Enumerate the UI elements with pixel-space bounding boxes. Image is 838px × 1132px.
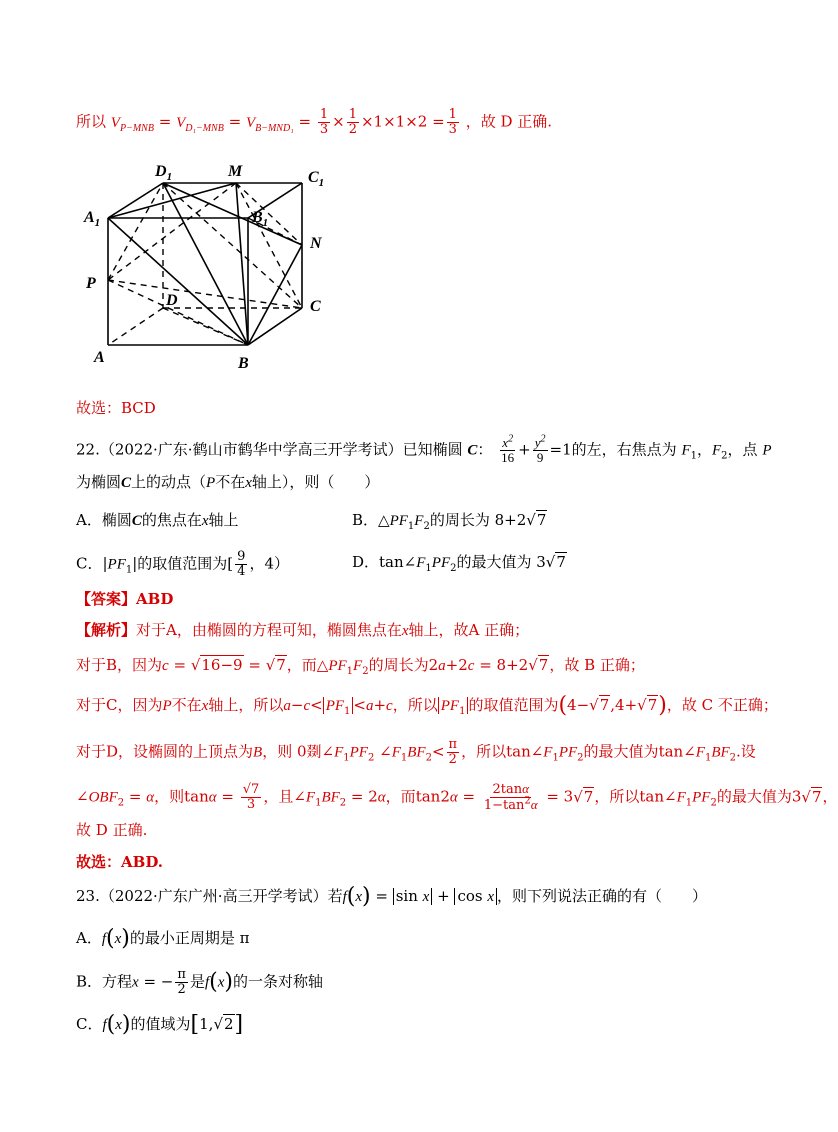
q23-option-a: A．f(x)的最小正周期是 π xyxy=(76,926,250,951)
q22-option-a: A．椭圆C的焦点在x轴上 xyxy=(76,511,239,529)
q23-option-b: B．方程x = − $\frac{\pi}{2}$ 是f(x)的一条对称轴 xyxy=(76,967,323,997)
label-P: P xyxy=(86,275,96,292)
q22-analysis-a: 【解析】对于A，由椭圆的方程可知，椭圆焦点在x轴上，故A 正确； xyxy=(76,621,530,639)
label-B: B xyxy=(238,355,249,372)
q22-choice: 故选：ABD. xyxy=(76,853,164,871)
q22-analysis-b: 对于B，因为c = √16−9 = √7，而$\triangle PF_1F_2$的周长为2a+2c = 8+2√7，故 B 正确； xyxy=(76,656,645,677)
label-B1: $B_1$ xyxy=(252,209,269,229)
q22-analysis-d-line2: $\angle OBF_2 = \alpha$，则tanα = $\frac{√7}{3}$ ，且$\angle F_1BF_2 = 2\alpha$，而tan2α = $\frac{2\tan\alpha}{1-\tan^2\alpha}$ = 3√7，所以$\tan\angle F_1PF_2$的最大值为3√7， xyxy=(76,781,838,813)
q21-choice: 故选：BCD xyxy=(76,399,156,417)
q22-stem-line1: 22.（2022·广东·鹤山市鹤华中学高三开学考试）已知椭圆 C： $\frac{x^2}{16}$ + $\frac{y^2}{9}$ =1的左，右焦点为 $F_1$，$F_2$，点 P xyxy=(76,433,772,465)
q22-stem-line2: 为椭圆C上的动点（P不在x轴上），则（ ） xyxy=(76,473,380,491)
q22-option-b: B．$\triangle PF_1F_2$的周长为 8+2√7 xyxy=(352,511,547,532)
label-N: N xyxy=(310,235,322,252)
fraction-tan2a: $\frac{2\tan\alpha}{1-\tan^2\alpha}$ xyxy=(483,781,538,813)
fraction-y2-9: $\frac{y^2}{9}$ xyxy=(534,433,546,465)
q23-option-c: C．f(x)的值域为[1,√2] xyxy=(76,1012,244,1037)
q23-stem: 23.（2022·广东广州·高三开学考试）若f(x) = sin x + cos x ，则下列说法正确的有（ ） xyxy=(76,884,708,909)
q22-answer: 【答案】ABD xyxy=(76,590,174,608)
label-C1: $C_1$ xyxy=(308,169,325,189)
fraction-sqrt7-3: $\frac{√7}{3}$ xyxy=(242,782,260,812)
volume-line: 所以 $V_{P-MNB} = V_{D_1-MNB} = V_{B-MND_1}$ = $\frac{1}{3}$ × $\frac{1}{2}$ ×1×1×2 = $\frac{1}{3}$ ，故 D 正确. xyxy=(76,107,553,137)
fraction-x2-16: $\frac{x^2}{16}$ xyxy=(501,433,515,465)
fraction-one-half: $\frac{1}{2}$ xyxy=(348,107,357,137)
label-A1: $A_1$ xyxy=(84,209,101,229)
q22-option-c: C．$|PF_1|$的取值范围为[ $\frac{9}{4}$ ，4） xyxy=(76,549,289,579)
fraction-one-third: $\frac{1}{3}$ xyxy=(319,107,329,137)
label-M: M xyxy=(228,163,243,180)
q22-analysis-c: 对于C，因为P不在x轴上，所以$a-c< PF_1 <a+c$，所以 $PF_1$ 的取值范围为(4−√7,4+√7)，故 C 不正确； xyxy=(76,693,778,718)
q22-option-d: D．$\tan\angle F_1PF_2$的最大值为 3√7 xyxy=(352,553,566,574)
fraction-one-third-result: $\frac{1}{3}$ xyxy=(448,107,457,137)
q22-analysis-d-line1: 对于D，设椭圆的上顶点为B，则 0剟$\angle F_1PF_2$ $\angle F_1BF_2<$ $\frac{\pi}{2}$ ，所以$\tan\angle F_1PF_2$的最大值为$\tan\angle F_1BF_2$.设 xyxy=(76,737,756,767)
label-A: A xyxy=(94,349,105,366)
label-C: C xyxy=(310,298,321,315)
label-D: D xyxy=(166,292,178,309)
q22-analysis-d-line3: 故 D 正确. xyxy=(76,821,148,839)
fraction-9-4: $\frac{9}{4}$ xyxy=(237,549,246,579)
fraction-pi-2: $\frac{\pi}{2}$ xyxy=(448,737,458,767)
label-D1: $D_1$ xyxy=(155,163,173,183)
fraction-pi-2-b: $\frac{\pi}{2}$ xyxy=(177,967,186,997)
